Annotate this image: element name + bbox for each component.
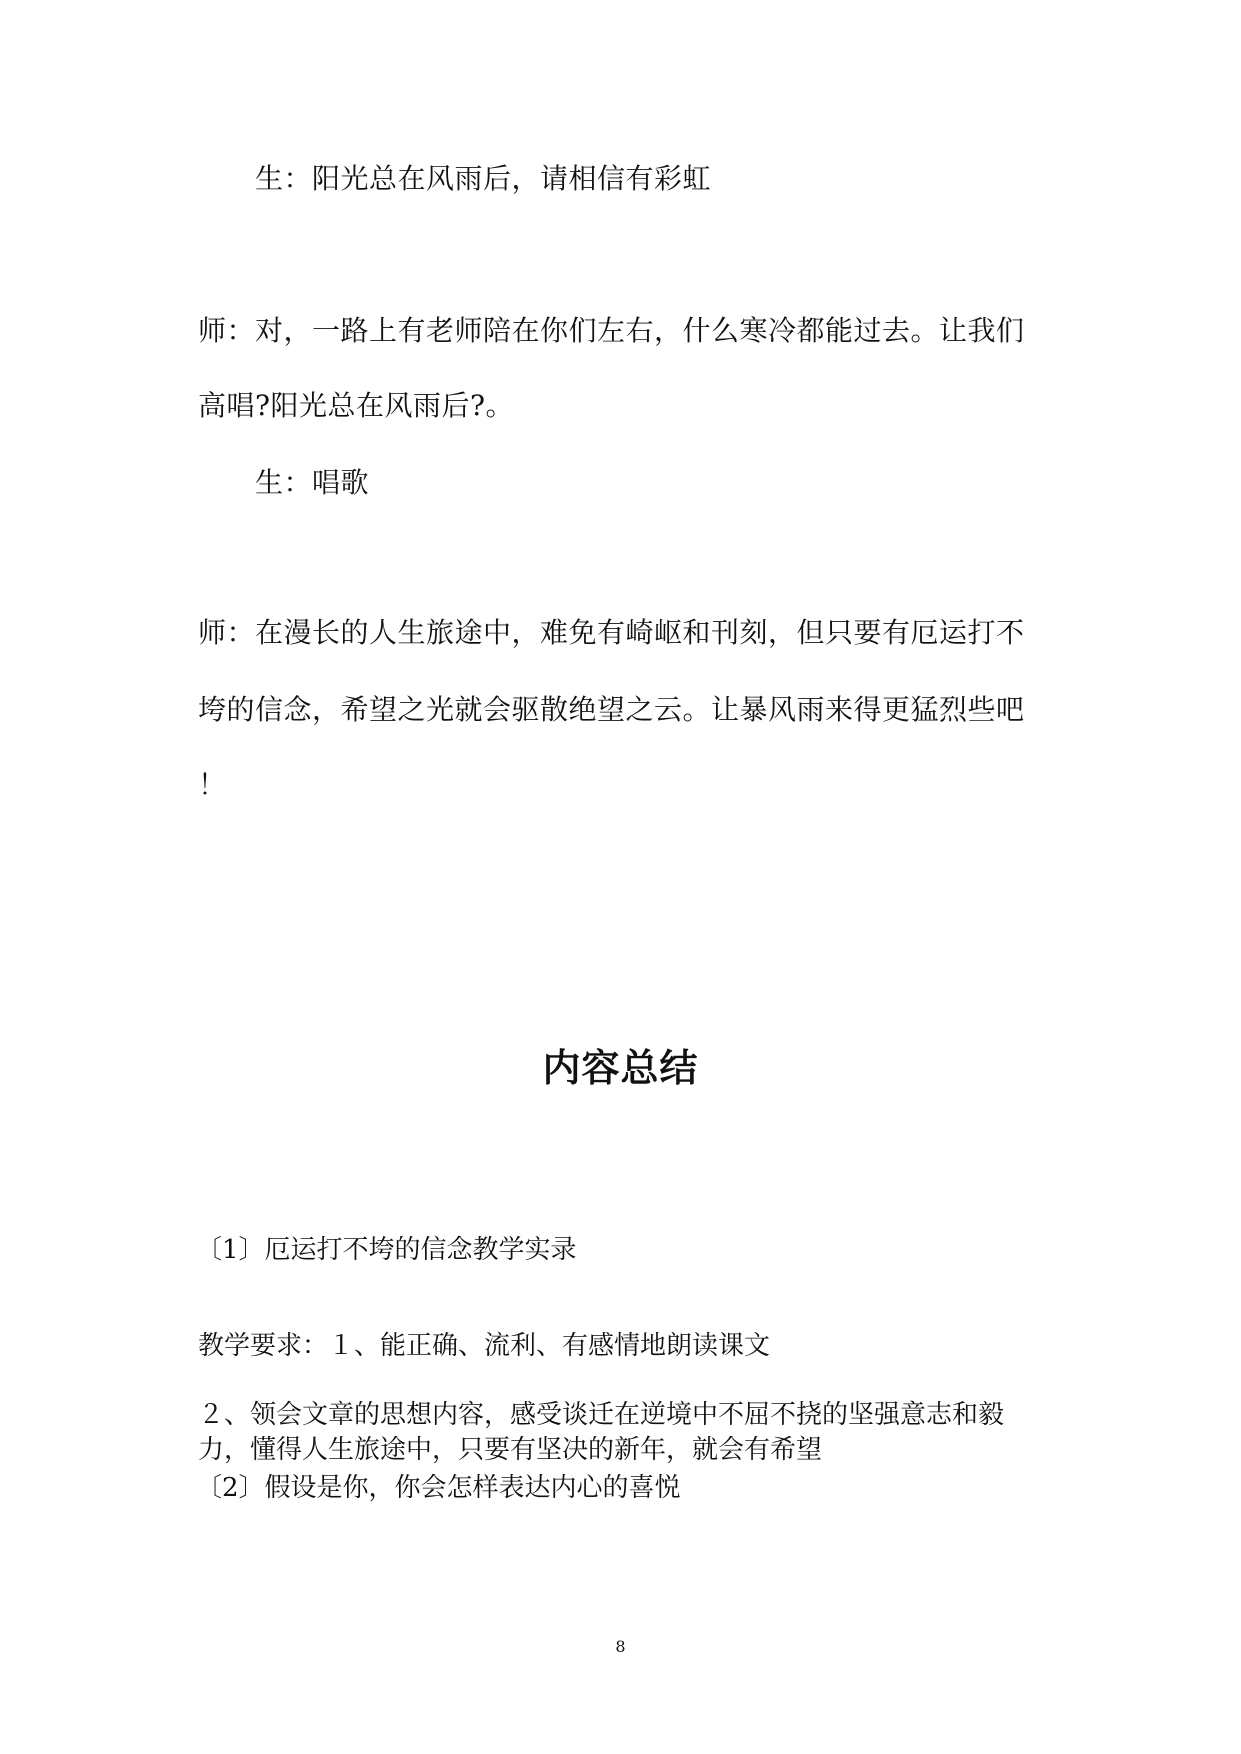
dialog-line-student-2: 生：唱歌 xyxy=(255,466,370,499)
dialog-line-teacher-1a: 师：对，一路上有老师陪在你们左右，什么寒冷都能过去。让我们 xyxy=(198,314,1025,347)
summary-item-1: 〔1〕厄运打不垮的信念教学实录 xyxy=(196,1235,577,1265)
dialog-line-teacher-1b: 高唱?阳光总在风雨后?。 xyxy=(198,389,515,422)
summary-item-4: 〔2〕假设是你，你会怎样表达内心的喜悦 xyxy=(196,1473,681,1503)
page-number: 8 xyxy=(615,1637,626,1656)
summary-item-2: 教学要求：１、能正确、流利、有感情地朗读课文 xyxy=(198,1331,771,1361)
dialog-line-teacher-2c: ！ xyxy=(198,768,227,801)
dialog-line-teacher-2a: 师：在漫长的人生旅途中，难免有崎岖和刊刻，但只要有厄运打不 xyxy=(198,616,1025,649)
dialog-line-student-1: 生：阳光总在风雨后，请相信有彩虹 xyxy=(255,162,712,195)
dialog-line-teacher-2b: 垮的信念，希望之光就会驱散绝望之云。让暴风雨来得更猛烈些吧 xyxy=(198,693,1025,726)
summary-item-3a: ２、领会文章的思想内容，感受谈迁在逆境中不屈不挠的坚强意志和毅 xyxy=(198,1400,1005,1430)
summary-heading: 内容总结 xyxy=(542,1046,699,1090)
summary-item-3b: 力，懂得人生旅途中，只要有坚决的新年，就会有希望 xyxy=(198,1435,823,1465)
